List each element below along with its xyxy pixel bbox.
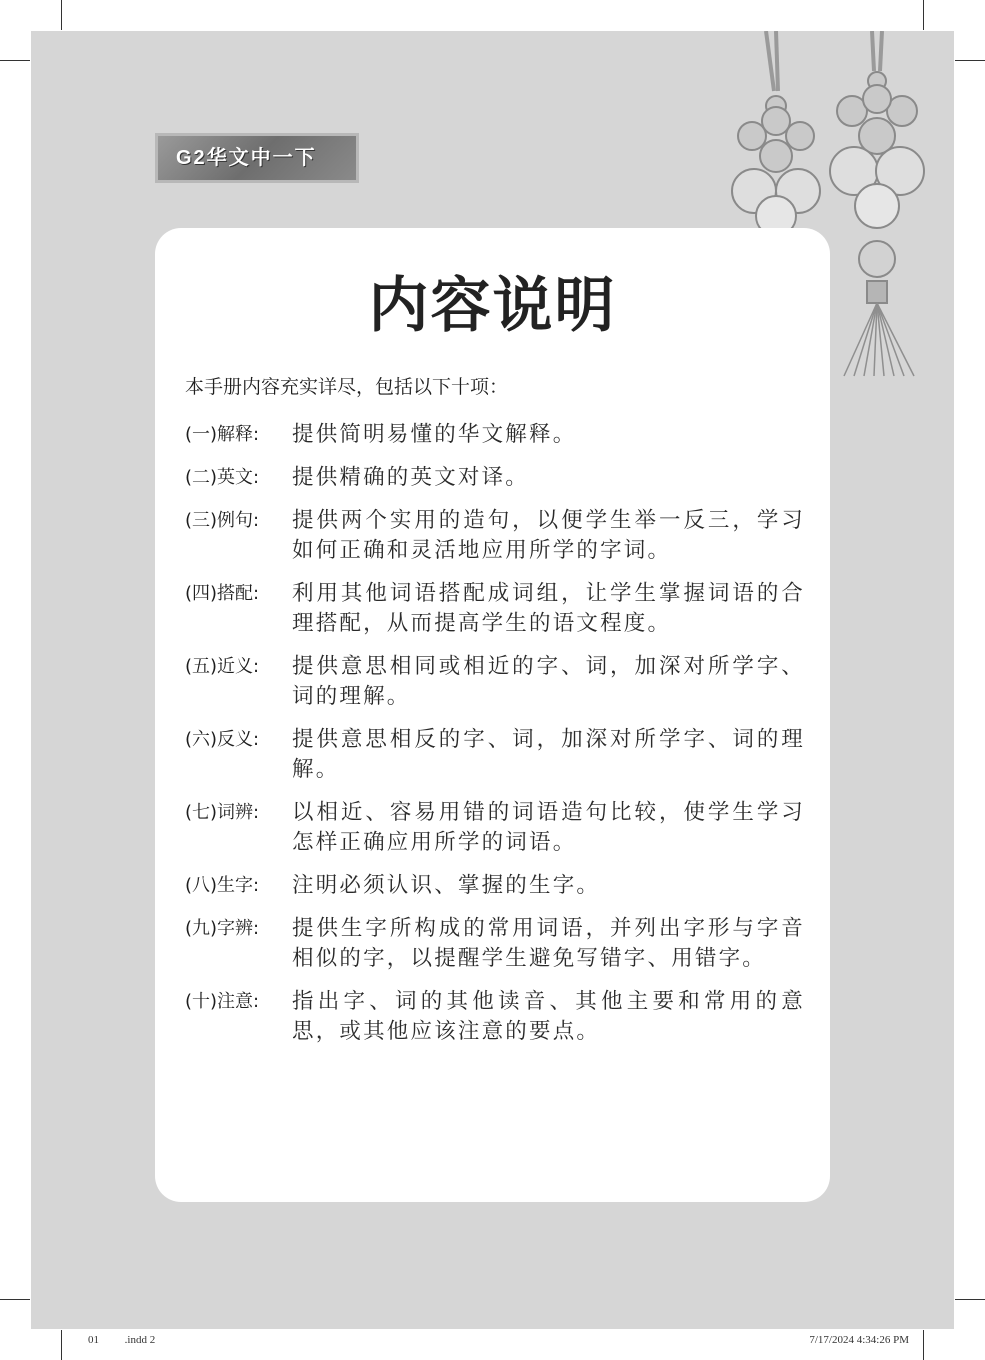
item-text: 提供精确的英文对译。: [292, 465, 530, 490]
item-label: (八)生字:: [185, 875, 260, 896]
item-label: (七)词辨:: [185, 802, 260, 823]
item-label: (二)英文:: [185, 467, 260, 488]
list-item: [185, 987, 805, 1047]
item-label: (四)搭配:: [185, 583, 260, 604]
item-label: (十)注意:: [185, 991, 260, 1012]
list-item: [185, 579, 805, 639]
item-text: 以相近、容易用错的词语造句比较，使学生学习怎样正确应用所学的词语。: [292, 800, 805, 855]
list-item: [185, 652, 805, 712]
footer-timestamp: 7/17/2024 4:34:26 PM: [809, 1334, 909, 1346]
crop-mark: [923, 1330, 924, 1360]
list-item: [185, 725, 805, 785]
list-item: [185, 506, 805, 566]
crop-mark: [955, 1299, 985, 1300]
item-label: (五)近义:: [185, 656, 260, 677]
crop-mark: [955, 60, 985, 61]
crop-mark: [61, 0, 62, 30]
item-label: (三)例句:: [185, 510, 260, 531]
item-text: 提供生字所构成的常用词语，并列出字形与字音相似的字，以提醒学生避免写错字、用错字。: [292, 916, 805, 971]
crop-mark: [923, 0, 924, 30]
item-label: (一)解释:: [185, 424, 260, 445]
list-item: [185, 463, 805, 493]
crop-mark: [0, 1299, 30, 1300]
crop-mark: [0, 60, 30, 61]
list-item: [185, 871, 805, 901]
list-item: [185, 914, 805, 974]
item-text: 注明必须认识、掌握的生字。: [292, 873, 601, 898]
item-label: (九)字辨:: [185, 918, 260, 939]
crop-mark: [61, 1330, 62, 1360]
page-title: 内容说明: [368, 271, 617, 341]
item-text: 提供两个实用的造句，以便学生举一反三，学习如何正确和灵活地应用所学的字词。: [292, 508, 805, 563]
intro-text: 本手册内容充实详尽，包括以下十项：: [185, 376, 509, 398]
item-text: 提供意思相同或相近的字、词，加深对所学字、词的理解。: [292, 654, 805, 709]
item-label: (六)反义:: [185, 729, 260, 750]
item-text: 指出字、词的其他读音、其他主要和常用的意思，或其他应该注意的要点。: [292, 989, 805, 1044]
footer-filename: 01   .indd 2: [88, 1334, 156, 1346]
item-text: 提供简明易懂的华文解释。: [292, 422, 577, 447]
grade-badge: G2华文中一下: [155, 133, 359, 183]
item-text: 提供意思相反的字、词，加深对所学字、词的理解。: [292, 727, 805, 782]
item-list: [185, 420, 805, 1060]
list-item: [185, 420, 805, 450]
list-item: [185, 798, 805, 858]
item-text: 利用其他词语搭配成词组，让学生掌握词语的合理搭配，从而提高学生的语文程度。: [292, 581, 805, 636]
